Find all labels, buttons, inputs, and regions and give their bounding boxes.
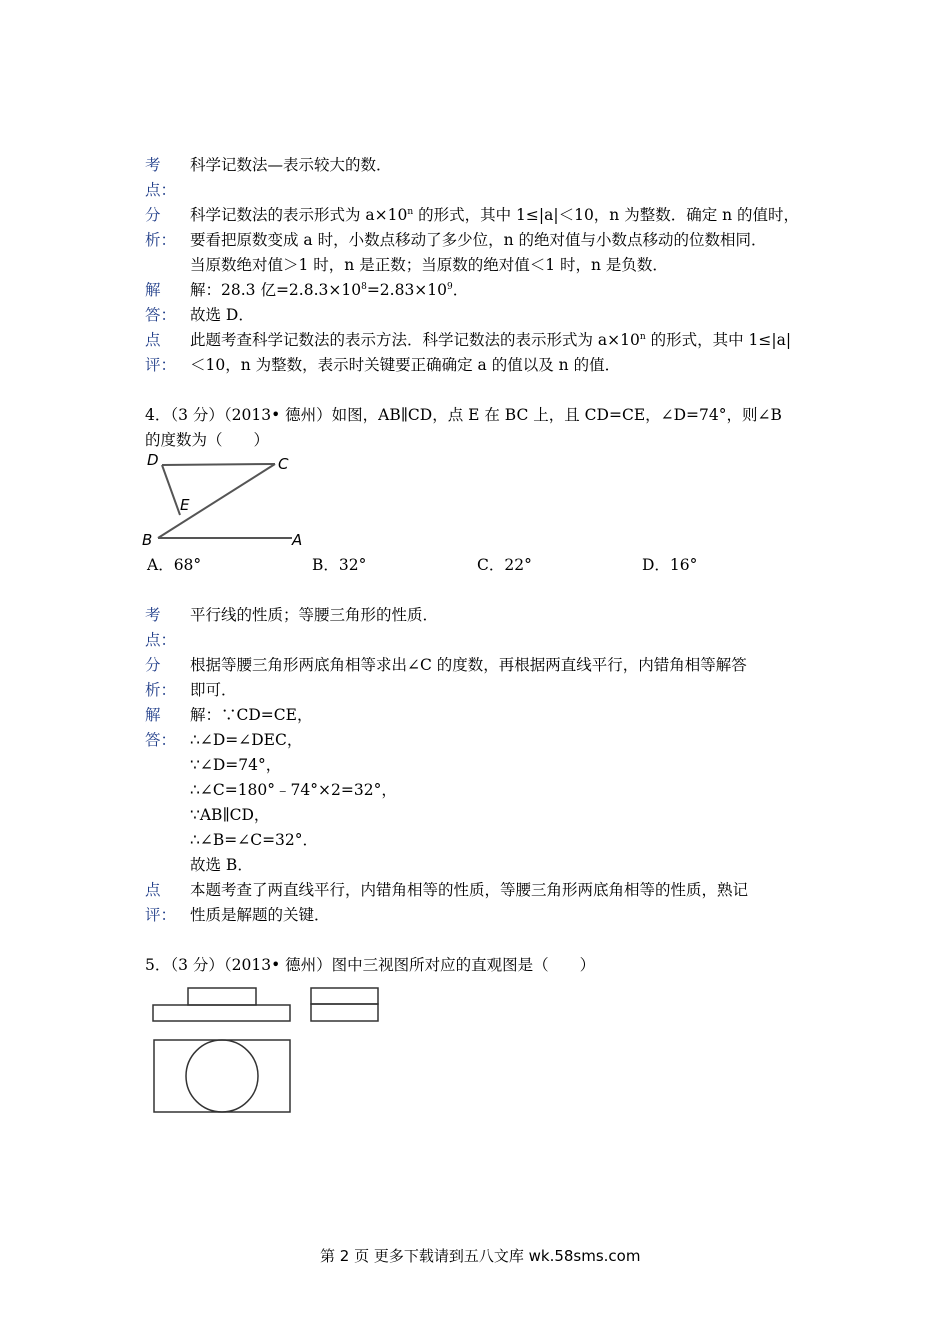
q3-dianping-label: 点 <box>145 331 161 349</box>
q4-kaodian-label: 考 <box>145 606 161 624</box>
q3-dianping-label-2: 评： <box>145 356 177 374</box>
q4-jieda-line: ∵AB∥CD， <box>190 806 270 824</box>
three-view-figure <box>145 980 390 1120</box>
q4-fenxi-label-2: 析： <box>145 681 177 699</box>
q4-dianping-line2: 性质是解题的关键． <box>190 906 330 924</box>
q3-fenxi-label: 分 <box>145 206 161 224</box>
q4-kaodian-label-2: 点： <box>145 631 177 649</box>
q4-fenxi-label: 分 <box>145 656 161 674</box>
q3-dianping-line1: 此题考查科学记数法的表示方法．科学记数法的表示形式为 $a\times 10^n$ 的形式，其中 1≤|a| <box>190 331 792 349</box>
side-view-bottom <box>311 1004 378 1021</box>
q4-jieda-line: ∴∠C=180°﹣74°×2=32°， <box>190 781 397 799</box>
label-a: A <box>292 531 303 549</box>
label-e: E <box>180 496 190 514</box>
q3-kaodian-text: 科学记数法—表示较大的数． <box>190 156 392 174</box>
q4-option-b: B．32° <box>312 556 367 574</box>
q4-jieda-label-2: 答： <box>145 731 177 749</box>
q3-kaodian-label: 考 <box>145 156 161 174</box>
q4-fenxi-line1: 根据等腰三角形两底角相等求出∠C 的度数，再根据两直线平行，内错角相等解答 <box>190 656 747 674</box>
q4-jieda-line: ∴∠B=∠C=32°． <box>190 831 319 849</box>
q5-stem: 5．（3 分）（2013• 德州）图中三视图所对应的直观图是（ ） <box>145 956 596 974</box>
label-d: D <box>147 451 159 469</box>
q4-jieda-line: ∵∠D=74°， <box>190 756 282 774</box>
q3-fenxi-line2: 要看把原数变成 a 时，小数点移动了多少位，n 的绝对值与小数点移动的位数相同． <box>190 231 767 249</box>
q4-dianping-label: 点 <box>145 881 161 899</box>
side-view-top <box>311 988 378 1004</box>
q4-jieda-line: 解：∵CD=CE， <box>190 706 313 724</box>
q4-stem-line2: 的度数为（ ） <box>145 431 270 449</box>
q4-option-c: C．22° <box>477 556 532 574</box>
label-c: C <box>278 455 289 473</box>
q3-jieda-label-2: 答： <box>145 306 177 324</box>
q4-option-d: D．16° <box>642 556 698 574</box>
front-view-top-block <box>188 988 256 1005</box>
q3-jieda-label: 解 <box>145 281 161 299</box>
label-b: B <box>142 531 153 549</box>
q4-fenxi-line2: 即可． <box>190 681 237 699</box>
q4-dianping-line1: 本题考查了两直线平行，内错角相等的性质，等腰三角形两底角相等的性质，熟记 <box>190 881 749 899</box>
front-view-base <box>153 1005 290 1021</box>
q4-figure <box>140 450 315 550</box>
q3-fenxi-label-2: 析： <box>145 231 177 249</box>
line-de <box>162 465 180 515</box>
q3-kaodian-label-2: 点： <box>145 181 177 199</box>
q4-jieda-line: 故选 B． <box>190 856 253 874</box>
q3-fenxi-line3: 当原数绝对值＞1 时，n 是正数；当原数的绝对值＜1 时，n 是负数． <box>190 256 668 274</box>
top-view-rect <box>154 1040 290 1112</box>
q4-stem-line1: 4．（3 分）（2013• 德州）如图，AB∥CD，点 E 在 BC 上，且 CD=CE，∠D=74°，则∠B <box>145 406 782 424</box>
page-footer: 第 2 页 更多下载请到五八文库 wk.58sms.com <box>320 1247 641 1265</box>
q4-jieda-label: 解 <box>145 706 161 724</box>
q4-kaodian-text: 平行线的性质；等腰三角形的性质． <box>190 606 439 624</box>
q4-option-a: A．68° <box>147 556 202 574</box>
q3-jieda-line2: 故选 D． <box>190 306 254 324</box>
q4-dianping-label-2: 评： <box>145 906 177 924</box>
q4-jieda-line: ∴∠D=∠DEC， <box>190 731 303 749</box>
q3-fenxi-line1: 科学记数法的表示形式为 $a\times 10^n$ 的形式，其中 1≤|a|＜10，n 为整数．确定 n 的值时， <box>190 206 800 224</box>
q3-jieda-line1: 解：28.3 亿$=2.8.3\times 10^8=2.83\times 10^9$． <box>190 281 469 299</box>
q3-dianping-line2: ＜10，n 为整数，表示时关键要正确确定 a 的值以及 n 的值． <box>190 356 621 374</box>
line-dc <box>162 464 275 465</box>
top-view-circle <box>186 1040 258 1112</box>
